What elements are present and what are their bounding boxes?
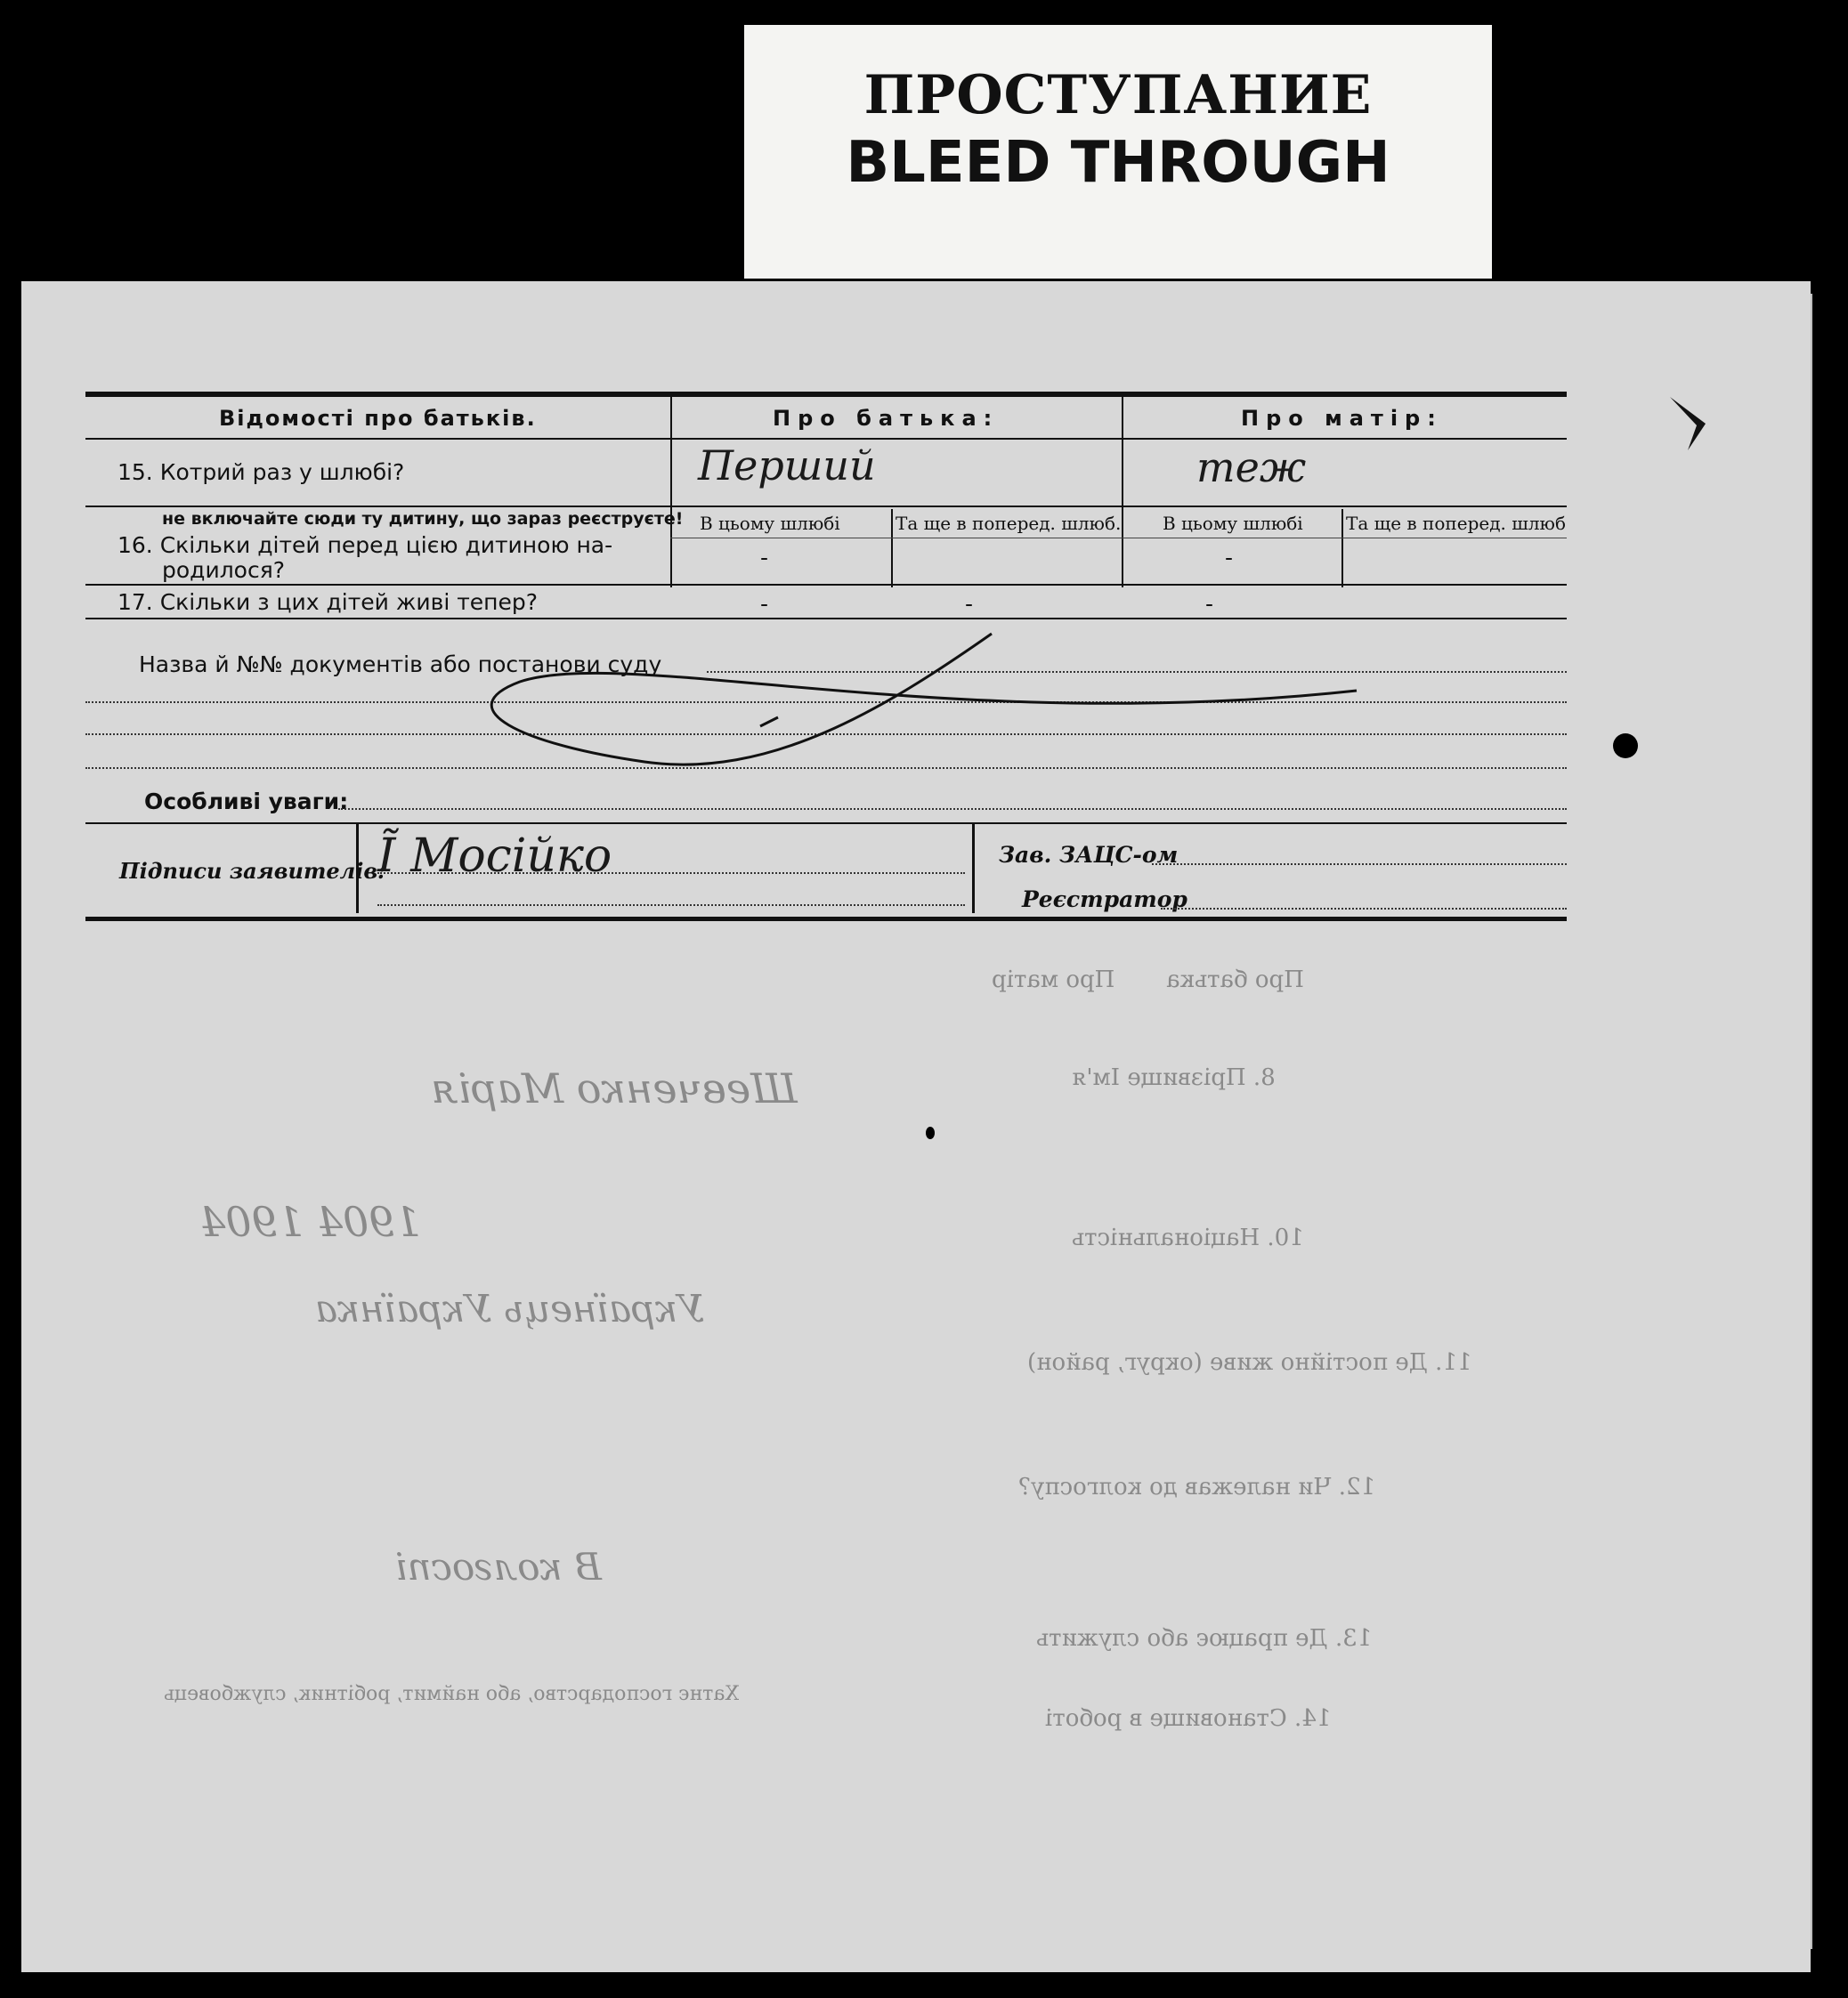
q15-mother-answer: теж [1196,443,1307,491]
signatures-label: Підписи заявителів: [119,858,385,884]
bleed-hand-2: 1904 1904 [199,1198,421,1246]
remarks-label: Особливі уваги: [144,789,349,814]
q15-rule [85,506,1567,507]
bottom-rule [85,917,1567,921]
top-rule [85,392,1567,397]
q17-father-value2: - [965,591,974,617]
label-line-2: BLEED THROUGH [846,130,1390,196]
bleed-text-4: 11. Де постійно живе (округ, район) [1027,1349,1472,1376]
q15-label: 15. Котрий раз у шлюбі? [118,459,405,485]
q16-label-line1: 16. Скільки дітей перед цією дитиною на- [118,532,613,558]
q16-rule [85,584,1567,586]
q16-father-sub2: Та ще в поперед. шлюб. [896,513,1122,534]
q17-label: 17. Скільки з цих дітей живі тепер? [118,589,539,615]
q17-rule [85,618,1567,619]
form-sheet [21,281,1811,1972]
col-divider-1 [670,397,672,587]
sig-line-1 [377,872,965,874]
bleed-text-8: Хатнє господарство, або наймит, робітник, службовець [164,1683,740,1705]
bleed-text-1: Про батька Про матір [992,967,1304,993]
q16-label-line2: родилося? [162,557,286,583]
ink-spot [926,1127,935,1139]
bleed-hand-3: Українець Українка [315,1287,705,1331]
remarks-line-1 [338,808,1567,810]
bleed-text-6: 13. Де працює або служить [1036,1625,1373,1652]
remarks-rule [85,822,1567,824]
strike-through-flourish [484,628,1374,771]
applicant-signature: Ĩ Мосійко [377,829,612,883]
bleed-hand-1: Шевченко Марія [431,1064,798,1112]
sig-line-2 [377,904,965,906]
q16-mother-sub1: В цьому шлюбі [1163,513,1303,534]
sig-divider-right [972,824,975,913]
head-line [1152,863,1567,865]
bleed-through-label [744,25,1492,279]
bleed-text-2: 8. Прізвище Ім'я [1072,1064,1276,1091]
punch-hole [1613,733,1638,758]
col-divider-2 [1122,397,1123,587]
documents-label: Назва й №№ документів або постанови суду [139,651,662,677]
q15-father-answer: Перший [698,441,876,489]
col-divider-3 [891,509,893,587]
header-father: Про батька: [773,406,1000,431]
header-mother: Про матір: [1241,406,1443,431]
q16-mother-value1: - [1225,545,1234,570]
q17-father-value1: - [760,591,769,617]
head-label: Зав. ЗАЦС-ом [999,842,1179,868]
bleed-text-3: 10. Національність [1072,1225,1304,1251]
q17-mother-value1: - [1205,591,1214,617]
header-rule [85,438,1567,440]
bleed-hand-4: В колгоспі [395,1545,602,1589]
registrar-line [1161,908,1567,910]
q16-mother-sub2: Та ще в поперед. шлюб [1346,513,1566,534]
bleed-text-7: 14. Становище в роботі [1045,1705,1332,1732]
registrar-label: Реєстратор [1022,886,1187,912]
tear-mark [1670,397,1723,450]
q16-note: не включайте сюди ту дитину, що зараз реєструєте! [162,509,684,529]
header-parents: Відомості про батьків. [219,406,537,431]
col-divider-4 [1341,509,1343,587]
label-line-1: ПРОСТУПАНИЕ [863,64,1373,126]
bleed-text-5: 12. Чи належав до колгоспу? [1018,1474,1376,1501]
q16-father-value1: - [760,545,769,570]
q16-father-sub1: В цьому шлюбі [700,513,840,534]
